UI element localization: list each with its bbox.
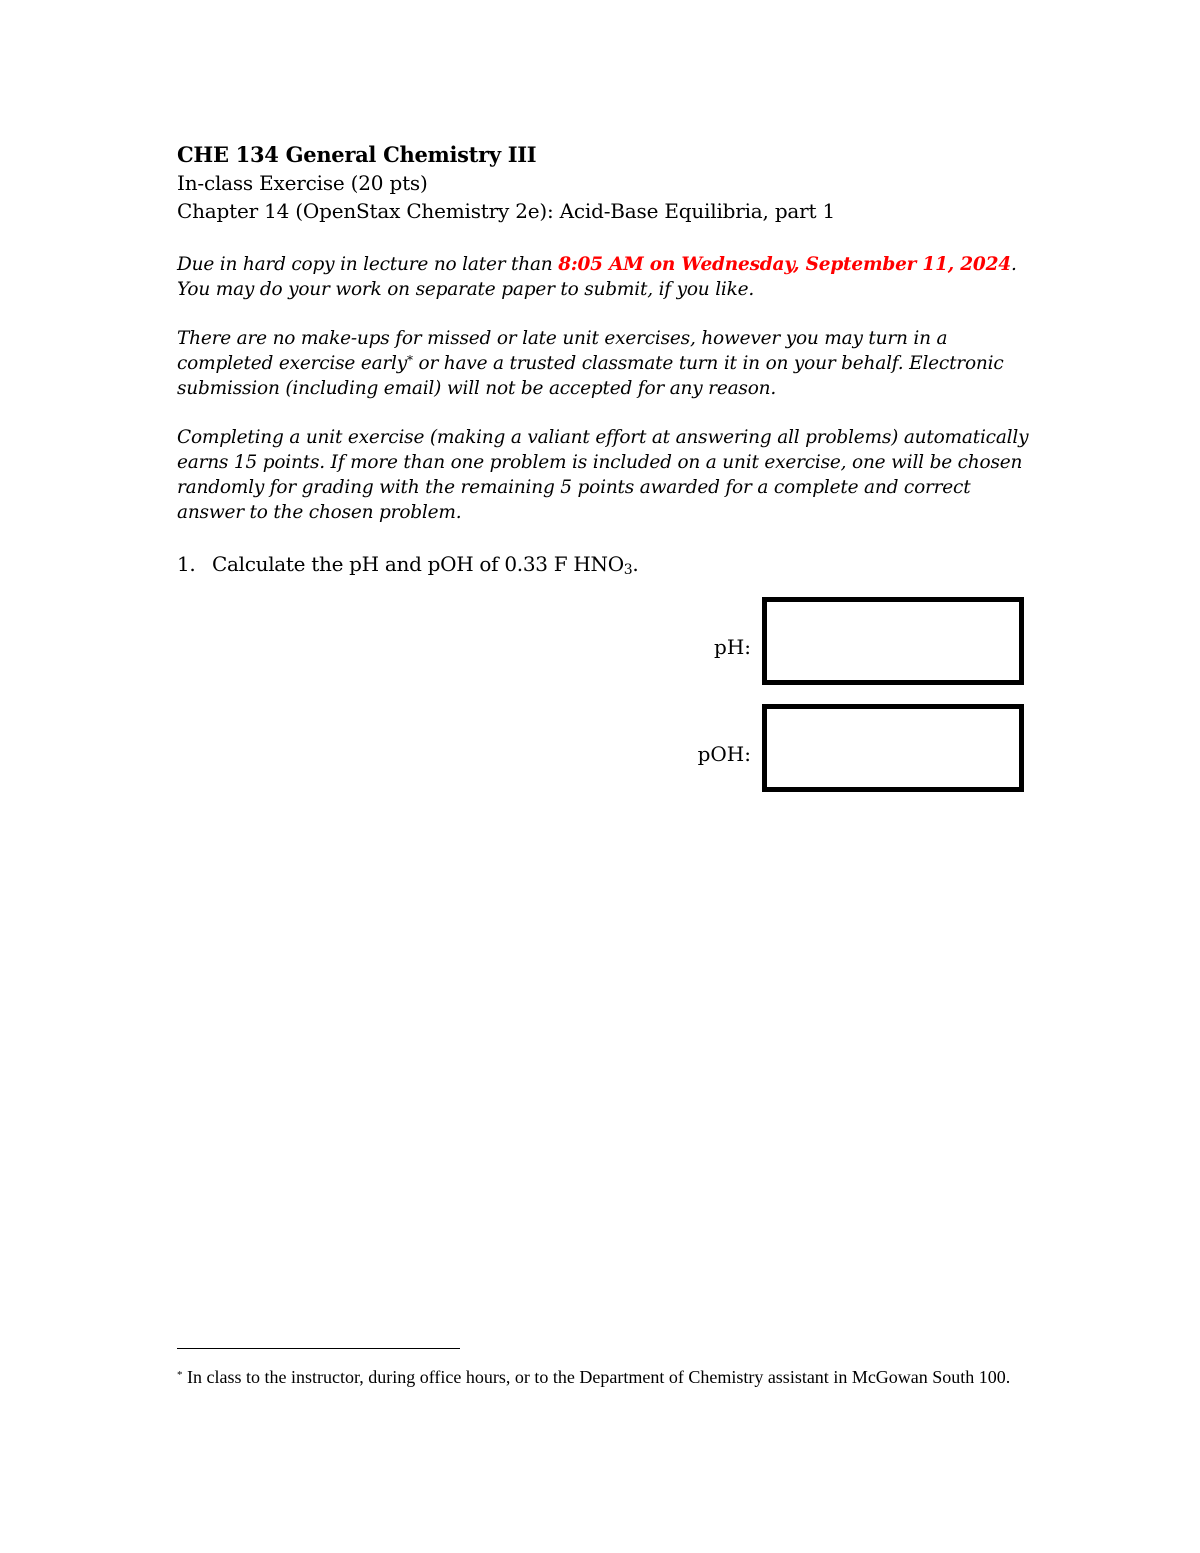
question-text: Calculate the pH and pOH of 0.33 F HNO — [212, 552, 624, 576]
question-number: 1. — [177, 552, 196, 576]
footnote-reference: * — [407, 353, 413, 367]
footnote-marker: * — [177, 1369, 183, 1381]
poh-label: pOH: — [697, 742, 751, 766]
due-prefix: Due in hard copy in lecture no later than — [177, 254, 559, 275]
question-period: . — [632, 552, 639, 576]
footnote-divider — [177, 1348, 460, 1349]
ph-label: pH: — [714, 635, 751, 659]
poh-answer-box[interactable] — [762, 704, 1024, 792]
due-deadline: 8:05 AM on Wednesday, September 11, 2024 — [558, 254, 1011, 275]
makeup-text-1: There are no make-ups for missed or late unit exercises, however you may turn in a completed exercise early — [177, 328, 948, 374]
course-title: CHE 134 General Chemistry III — [177, 142, 537, 167]
formula-subscript: 3 — [623, 562, 633, 578]
question-1 — [177, 552, 638, 576]
makeup-text-2: or have a trusted classmate turn it in on your behalf. Electronic submission (including email) will not be accepted for any reason. — [177, 353, 1004, 399]
due-instructions — [177, 252, 1037, 302]
footnote-text: In class to the instructor, during office hours, or to the Department of Chemistry assistant in McGowan South 100. — [182, 1367, 1011, 1387]
grading-policy: Completing a unit exercise (making a valiant effort at answering all problems) automatically earns 15 points. If more than one problem is included on a unit exercise, one will be chosen randomly for grading with the remaining 5 points awarded for a complete and correct answer to the chosen problem. — [177, 427, 1029, 523]
footnote — [177, 1366, 1017, 1389]
makeup-policy — [177, 326, 1037, 401]
exercise-line: In-class Exercise (20 pts) — [177, 171, 428, 195]
due-suffix: . You may do your work on separate paper to submit, if you like. — [177, 254, 1017, 300]
ph-answer-box[interactable] — [762, 597, 1024, 685]
chapter-line: Chapter 14 (OpenStax Chemistry 2e): Acid-Base Equilibria, part 1 — [177, 199, 836, 223]
